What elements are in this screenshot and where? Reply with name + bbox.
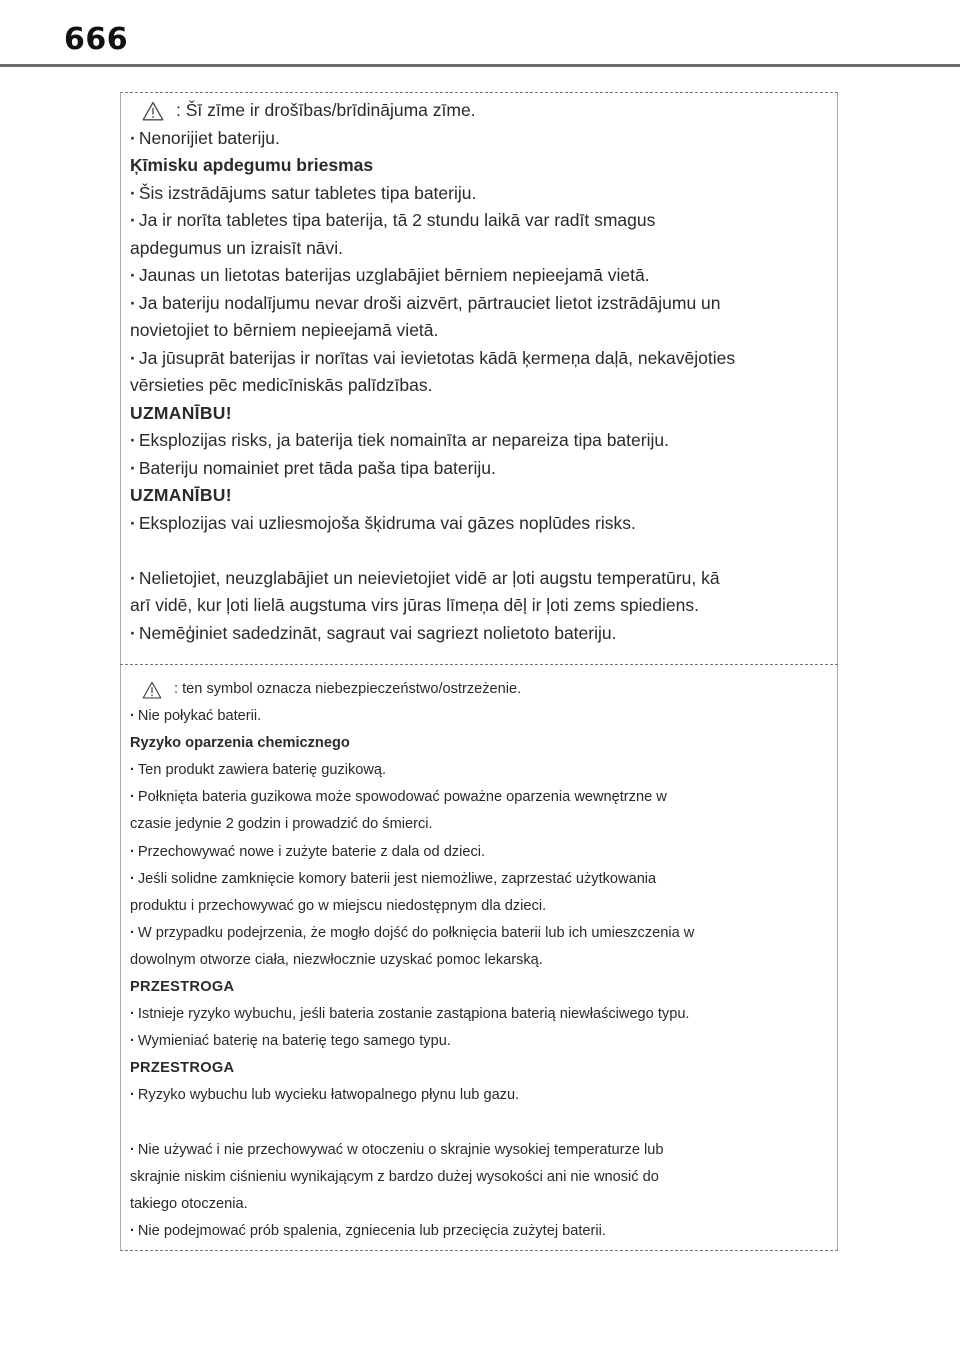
latvian-continuation-line: arī vidē, kur ļoti lielā augstuma virs jūras līmeņa dēļ ir ļoti zems spiediens. — [130, 595, 699, 615]
latvian-bullet-line: · Eksplozijas risks, ja baterija tiek nomainīta ar nepareiza tipa bateriju. — [130, 427, 830, 455]
polish-bullet-line: · Nie używać i nie przechowywać w otoczeniu o skrajnie wysokiej temperaturze lub — [130, 1137, 830, 1164]
latvian-caution-heading: UZMANĪBU! — [130, 402, 232, 423]
polish-bullet-line: · Ryzyko wybuchu lub wycieku łatwopalnego płynu lub gazu. — [130, 1082, 830, 1109]
polish-bullet-line: · Przechowywać nowe i zużyte baterie z dala od dzieci. — [130, 839, 830, 866]
warning-triangle-icon — [142, 101, 164, 121]
latvian-bullet-line: · Ja jūsuprāt baterijas ir norītas vai ievietotas kādā ķermeņa daļā, nekavējoties — [130, 345, 830, 373]
latvian-bullet-line: · Eksplozijas vai uzliesmojoša šķidruma vai gāzes noplūdes risks. — [130, 510, 830, 538]
latvian-continuation-line: vērsieties pēc medicīniskās palīdzības. — [130, 375, 433, 395]
polish-bullet-line: · Połknięta bateria guzikowa może spowodować poważne oparzenia wewnętrzne w — [130, 784, 830, 811]
latvian-symbol-note-text: : Šī zīme ir drošības/brīdinājuma zīme. — [176, 100, 476, 120]
polish-bullet-line: · Nie podejmować prób spalenia, zgniecenia lub przecięcia zużytej baterii. — [130, 1218, 830, 1245]
polish-continuation-line: skrajnie niskim ciśnieniu wynikającym z bardzo dużej wysokości ani nie wnosić do — [130, 1168, 659, 1185]
latvian-continuation-line: novietojiet to bērniem nepieejamā vietā. — [130, 320, 439, 340]
polish-bullet-line: · Jeśli solidne zamknięcie komory baterii jest niemożliwe, zaprzestać użytkowania — [130, 866, 830, 893]
polish-symbol-note-text: : ten symbol oznacza niebezpieczeństwo/ostrzeżenie. — [174, 681, 522, 697]
page-number: 666 — [64, 22, 129, 57]
latvian-bullet-line: · Nenorijiet bateriju. — [130, 125, 830, 153]
latvian-continuation-line: apdegumus un izraisīt nāvi. — [130, 237, 344, 258]
latvian-bullet-line: · Nemēģiniet sadedzināt, sagraut vai sagriezt nolietoto bateriju. — [130, 620, 830, 648]
polish-warning-section — [130, 676, 830, 1245]
polish-continuation-line: takiego otoczenia. — [130, 1195, 248, 1212]
polish-continuation-line: produktu i przechowywać go w miejscu niedostępnym dla dzieci. — [130, 897, 547, 914]
polish-bullet-line: · Ten produkt zawiera baterię guzikową. — [130, 757, 830, 784]
latvian-section-heading: Ķīmisku apdegumu briesmas — [130, 155, 374, 175]
polish-caution-heading: PRZESTROGA — [130, 1060, 235, 1077]
polish-bullet-line: · Wymieniać baterię na baterię tego samego typu. — [130, 1028, 830, 1055]
warning-triangle-icon — [142, 681, 162, 699]
latvian-symbol-note — [130, 97, 830, 125]
latvian-bullet-line: · Ja bateriju nodalījumu nevar droši aizvērt, pārtrauciet lietot izstrādājumu un — [130, 290, 830, 318]
latvian-caution-heading: UZMANĪBU! — [130, 485, 232, 505]
polish-symbol-note — [130, 676, 830, 703]
latvian-bullet-line: · Nelietojiet, neuzglabājiet un neievietojiet vidē ar ļoti augstu temperatūru, kā — [130, 565, 830, 593]
polish-continuation-line: dowolnym otworze ciała, niezwłocznie uzyskać pomoc lekarską. — [130, 951, 543, 968]
header-rule — [0, 64, 960, 67]
latvian-bullet-line: · Šis izstrādājums satur tabletes tipa bateriju. — [130, 180, 830, 208]
latvian-bullet-line: · Ja ir norīta tabletes tipa baterija, tā 2 stundu laikā var radīt smagus — [130, 207, 830, 235]
latvian-bullet-line: · Bateriju nomainiet pret tāda paša tipa bateriju. — [130, 455, 830, 483]
polish-bullet-line: · Nie połykać baterii. — [130, 703, 830, 730]
polish-spacer — [130, 1110, 830, 1137]
polish-lines — [130, 703, 830, 1245]
latvian-bullet-line: · Jaunas un lietotas baterijas uzglabājiet bērniem nepieejamā vietā. — [130, 262, 830, 290]
latvian-warning-section — [130, 97, 830, 647]
polish-bullet-line: · Istnieje ryzyko wybuchu, jeśli bateria zostanie zastąpiona baterią niewłaściwego typu. — [130, 1001, 830, 1028]
polish-bullet-line: · W przypadku podejrzenia, że mogło dojść do połknięcia baterii lub ich umieszczenia w — [130, 920, 830, 947]
latvian-spacer — [130, 537, 830, 565]
language-section-divider — [120, 664, 838, 665]
polish-continuation-line: czasie jedynie 2 godzin i prowadzić do śmierci. — [130, 816, 433, 833]
polish-section-heading: Ryzyko oparzenia chemicznego — [130, 735, 350, 752]
polish-caution-heading: PRZESTROGA — [130, 979, 235, 996]
latvian-lines — [130, 125, 830, 648]
